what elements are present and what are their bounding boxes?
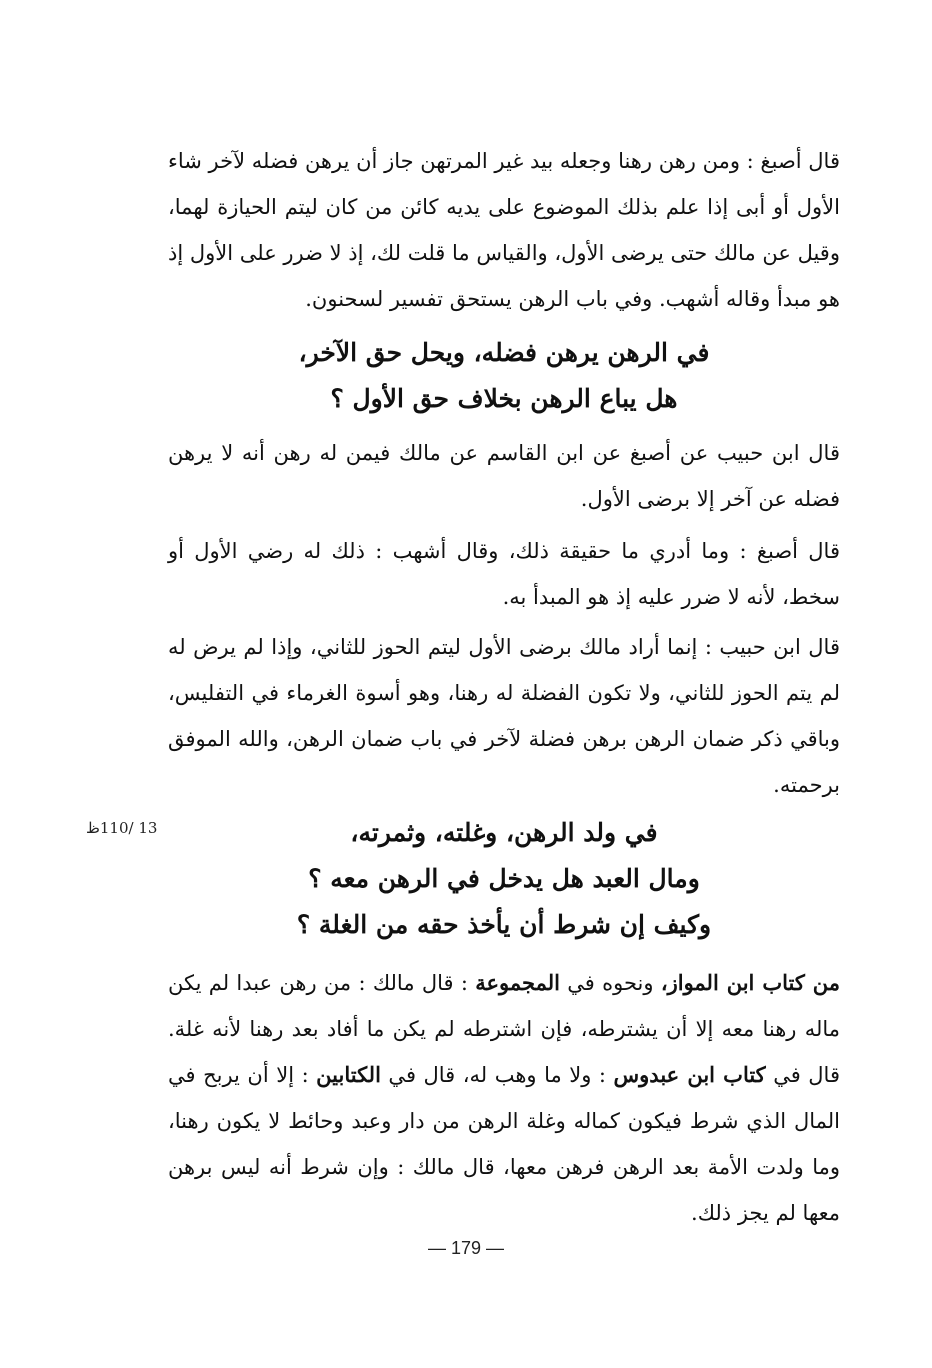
heading-line: وكيف إن شرط أن يأخذ حقه من الغلة ؟	[296, 910, 712, 939]
section-heading-pledge-offspring	[168, 810, 840, 948]
text-segment: ونحوه في	[559, 971, 661, 995]
text-segment: : قال مالك : من رهن عبدا لم يكن ماله رهنا معه إلا أن يشترطه، فإن اشترطه لم يكن ما أفاد بعد رهنا لأنه غلة. قال في	[168, 971, 840, 1087]
book-title-ibn-abdus: كتاب ابن عبدوس	[613, 1062, 766, 1087]
text-segment: : ولا ما وهب له، قال في	[380, 1063, 614, 1087]
paragraph-ibn-mawaz-ruling	[168, 960, 840, 1236]
paragraph-asbagh-pledge-surplus: قال أصبغ : ومن رهن رهنا وجعله بيد غير المرتهن جاز أن يرهن فضله لآخر شاء الأول أو أبى إذا علم بذلك الموضوع على يديه كائن من كان ليتم الحيازة لهما، وقيل عن مالك حتى يرضى الأول، والقياس ما قلت لك، إذ لا ضرر على الأول إذ هو مبدأ وقاله أشهب. وفي باب الرهن يستحق تفسير لسحنون.	[168, 149, 840, 311]
heading-line: في ولد الرهن، وغلته، وثمرته،	[350, 818, 658, 847]
paragraph-ibn-habib-report: قال ابن حبيب عن أصبغ عن ابن القاسم عن مالك فيمن له رهن أنه لا يرهن فضله عن آخر إلا برضى الأول.	[168, 441, 840, 511]
paragraph-ibn-habib-explanation: قال ابن حبيب : إنما أراد مالك برضى الأول ليتم الحوز للثاني، وإذا لم يرض له لم يتم الحوز للثاني، ولا تكون الفضلة له رهنا، وهو أسوة الغرماء في التفليس، وباقي ذكر ضمان الرهن برهن فضلة لآخر في باب ضمان الرهن، والله الموفق برحمته.	[168, 635, 840, 797]
heading-line: ومال العبد هل يدخل في الرهن معه ؟	[308, 864, 700, 893]
book-title-two-books: الكتابين	[316, 1062, 381, 1087]
section-heading-pledge-surplus	[168, 330, 840, 422]
heading-line: هل يباع الرهن بخلاف حق الأول ؟	[330, 384, 678, 413]
heading-line: في الرهن يرهن فضله، ويحل حق الآخر،	[298, 338, 710, 367]
paragraph-asbagh-ashhab-opinion: قال أصبغ : وما أدري ما حقيقة ذلك، وقال أشهب : ذلك له رضي الأول أو سخط، لأنه لا ضرر عليه إذ هو المبدأ به.	[168, 539, 840, 609]
book-title-majmua: المجموعة	[475, 970, 560, 995]
manuscript-folio-reference: 13 /110ظ	[86, 819, 158, 837]
text-segment: : إلا أن يربح في المال الذي شرط فيكون كماله وغلة الرهن من دار وعبد وحائط لا يكون رهنا، وما ولدت الأمة بعد الرهن فرهن معها، قال مالك : وإن شرط أنه ليس برهن معها لم يجز ذلك.	[168, 1063, 840, 1225]
book-title-ibn-mawaz: من كتاب ابن المواز،	[660, 970, 840, 995]
page-number: — 179 —	[427, 1238, 505, 1258]
